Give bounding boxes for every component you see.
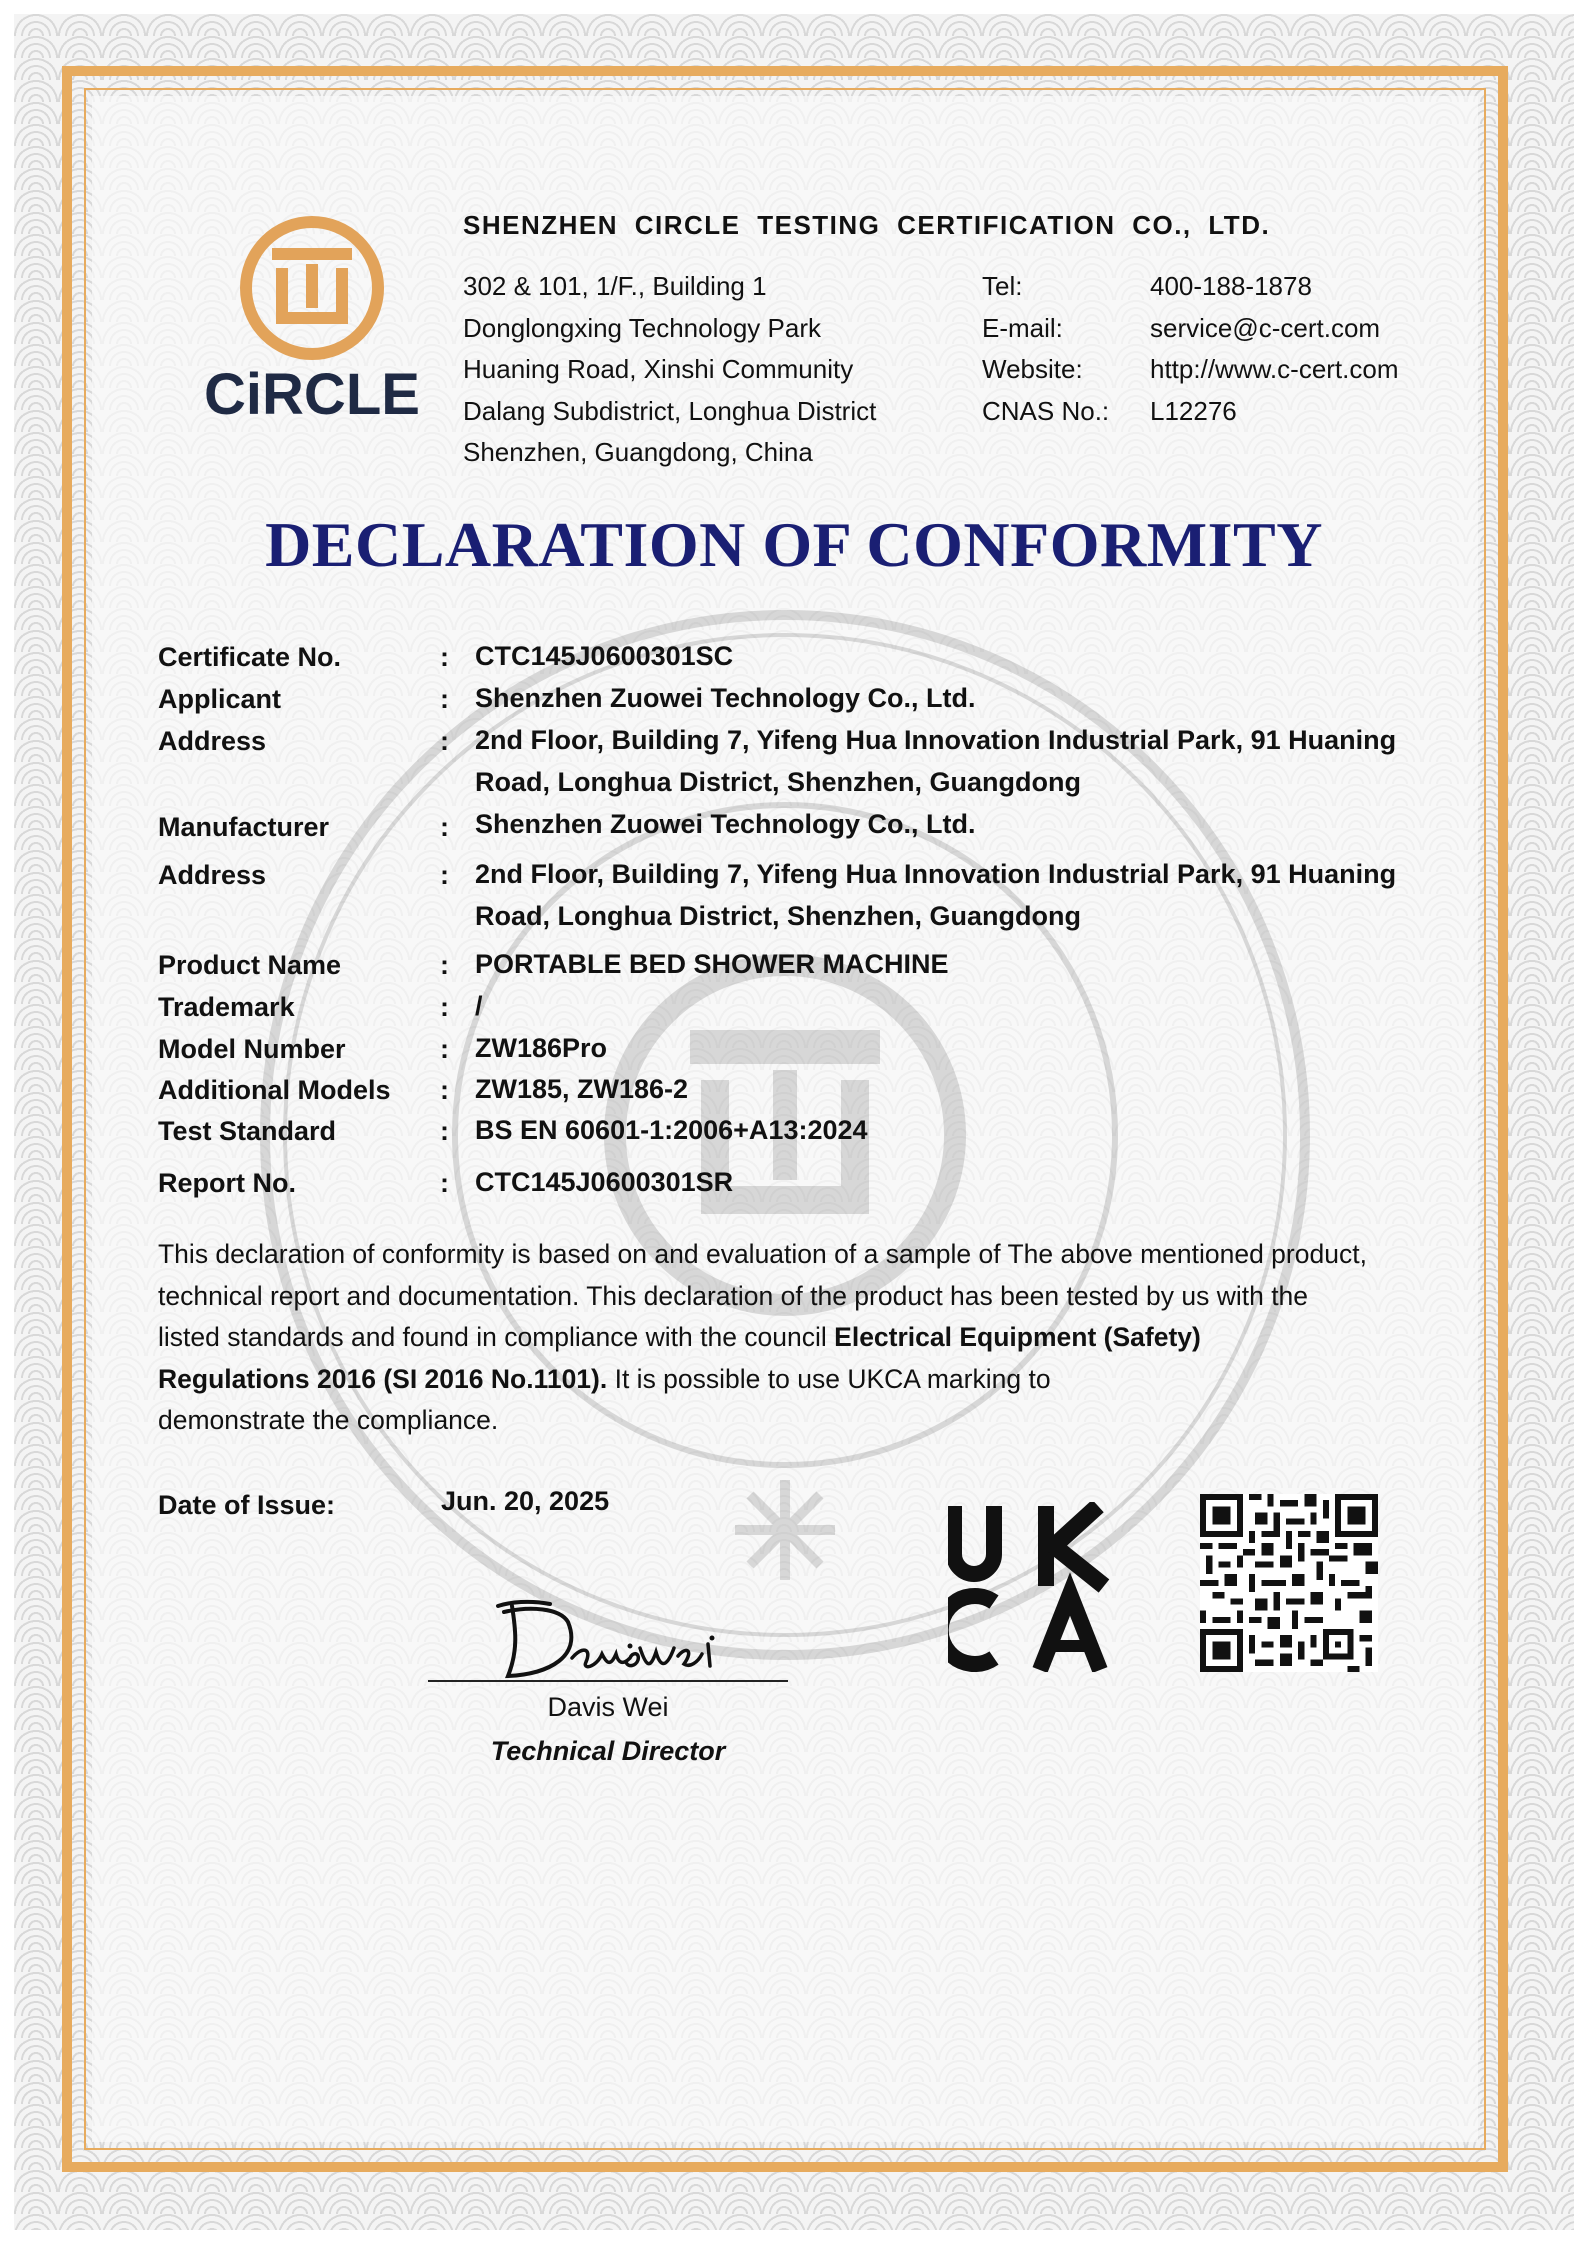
field-colon: :	[440, 992, 449, 1022]
field-label-additional-models: Additional Models	[158, 1075, 391, 1105]
field-value-applicant	[475, 678, 976, 720]
value-line: CTC145J0600301SR	[475, 1167, 734, 1197]
field-value-manufacturer-address	[475, 854, 1396, 937]
field-colon: :	[440, 684, 449, 714]
field-label-product-name: Product Name	[158, 950, 342, 980]
declaration-text	[158, 1234, 1448, 1442]
field-value-trademark	[475, 986, 483, 1028]
date-of-issue-value: Jun. 20, 2025	[441, 1486, 610, 1516]
contact-label-cnas: CNAS No.:	[982, 395, 1110, 426]
contact-labels	[982, 266, 1109, 432]
field-colon: :	[440, 860, 449, 890]
field-value-report-no	[475, 1162, 733, 1204]
field-label-manufacturer-address: Address	[158, 860, 267, 890]
field-value-certificate-no	[475, 636, 733, 678]
field-value-additional-models	[475, 1069, 688, 1111]
document-title: DECLARATION OF CONFORMITY	[265, 509, 1323, 580]
address-line: Shenzhen, Guangdong, China	[463, 437, 813, 467]
field-label-test-standard: Test Standard	[158, 1116, 337, 1146]
field-label-model-number: Model Number	[158, 1034, 346, 1064]
logo-text: CiRCLE	[204, 362, 420, 427]
value-line: Road, Longhua District, Shenzhen, Guangdong	[475, 766, 1081, 797]
value-line: /	[475, 991, 483, 1021]
contact-label-tel: Tel:	[982, 271, 1023, 301]
field-colon: :	[440, 950, 449, 980]
address-line: 302 & 101, 1/F., Building 1	[463, 271, 767, 301]
field-colon: :	[440, 726, 449, 756]
address-line: Donglongxing Technology Park	[463, 312, 821, 343]
contact-value-email[interactable]: service@c-cert.com	[1150, 312, 1381, 343]
value-line: Shenzhen Zuowei Technology Co., Ltd.	[475, 683, 976, 713]
field-colon: :	[440, 1116, 449, 1146]
value-line: Road, Longhua District, Shenzhen, Guangdong	[475, 900, 1081, 931]
declaration-text-span: listed standards and found in compliance with the council	[158, 1322, 835, 1353]
field-colon: :	[440, 812, 449, 842]
field-value-address	[475, 720, 1396, 803]
contact-value-tel: 400-188-1878	[1150, 271, 1312, 301]
value-line: Shenzhen Zuowei Technology Co., Ltd.	[475, 809, 976, 839]
field-label-applicant: Applicant	[158, 684, 282, 714]
qr-code-icon[interactable]	[1200, 1494, 1378, 1672]
value-line: 2nd Floor, Building 7, Yifeng Hua Innovation Industrial Park, 91 Huaning	[475, 725, 1397, 755]
value-line: ZW185, ZW186-2	[475, 1074, 689, 1104]
contact-label-website: Website:	[982, 354, 1083, 384]
declaration-line: This declaration of conformity is based on and evaluation of a sample of The above mentioned product,	[158, 1239, 1367, 1269]
signatory-name: Davis Wei	[547, 1692, 669, 1722]
signatory-title: Technical Director	[490, 1736, 726, 1766]
address-line: Dalang Subdistrict, Longhua District	[463, 395, 877, 426]
field-value-test-standard	[475, 1110, 868, 1152]
field-colon: :	[440, 1034, 449, 1064]
declaration-line: demonstrate the compliance.	[158, 1405, 499, 1436]
contact-values	[1150, 266, 1399, 432]
contact-value-cnas: L12276	[1150, 395, 1237, 426]
circle-logo-icon	[196, 206, 428, 434]
value-line: BS EN 60601-1:2006+A13:2024	[475, 1115, 868, 1145]
regulation-name: Electrical Equipment (Safety)	[834, 1322, 1201, 1353]
field-label-certificate-no: Certificate No.	[158, 642, 342, 672]
declaration-line: technical report and documentation. This declaration of the product has been tested by us with the	[158, 1280, 1309, 1311]
handwritten-signature	[490, 1596, 720, 1686]
value-line: CTC145J0600301SC	[475, 641, 734, 671]
declaration-text-span: It is possible to use UKCA marking to	[607, 1363, 1051, 1394]
declaration-line	[158, 1317, 1448, 1359]
field-value-product-name	[475, 944, 949, 986]
field-label-report-no: Report No.	[158, 1168, 296, 1198]
contact-value-website[interactable]: http://www.c-cert.com	[1150, 354, 1399, 384]
field-value-model-number	[475, 1028, 607, 1070]
value-line: PORTABLE BED SHOWER MACHINE	[475, 949, 949, 979]
field-value-manufacturer	[475, 804, 976, 846]
field-label-trademark: Trademark	[158, 992, 295, 1022]
value-line: 2nd Floor, Building 7, Yifeng Hua Innovation Industrial Park, 91 Huaning	[475, 859, 1397, 889]
company-address	[463, 266, 876, 474]
company-name: SHENZHEN CIRCLE TESTING CERTIFICATION CO., LTD.	[463, 210, 1271, 240]
signature-line	[428, 1680, 788, 1682]
field-colon: :	[440, 642, 449, 672]
declaration-line	[158, 1359, 1448, 1401]
value-line: ZW186Pro	[475, 1033, 608, 1063]
field-label-address: Address	[158, 726, 267, 756]
field-colon: :	[440, 1075, 449, 1105]
field-colon: :	[440, 1168, 449, 1198]
field-label-manufacturer: Manufacturer	[158, 812, 330, 842]
address-line: Huaning Road, Xinshi Community	[463, 354, 854, 384]
date-of-issue-label: Date of Issue:	[158, 1490, 336, 1520]
ukca-mark-icon	[948, 1502, 1118, 1672]
regulation-reference: Regulations 2016 (SI 2016 No.1101).	[158, 1363, 608, 1394]
contact-label-email: E-mail:	[982, 312, 1063, 343]
